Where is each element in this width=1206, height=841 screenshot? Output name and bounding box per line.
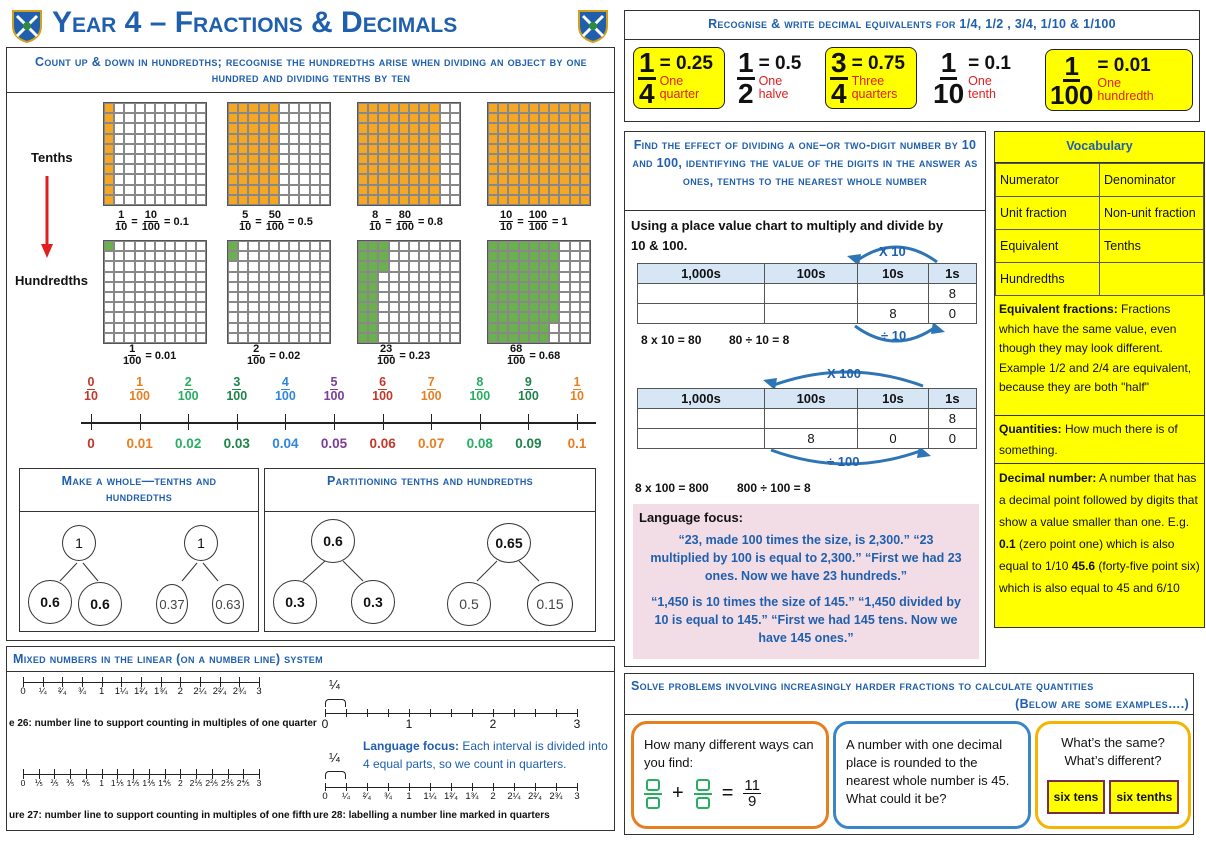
line-label: 1 xyxy=(406,791,412,802)
tenths-equation: $\frac{8}{10}$ = $\frac{80}{100}$ = 0.8 xyxy=(369,209,443,233)
line-label: 1¼ xyxy=(114,686,128,697)
equivalent-value: = 0.25 xyxy=(659,52,713,74)
line-tick xyxy=(346,709,347,717)
line-label: 2⅖ xyxy=(205,778,219,788)
equivalents-heading: Recognise & write decimal equivalents for 1/4, 1/2 , 3/4, 1/10 & 1/100 xyxy=(708,17,1116,31)
tenths-equation: $\frac{1}{10}$ = $\frac{10}{100}$ = 0.1 xyxy=(115,209,189,233)
tenths-equation: $\frac{10}{10}$ = $\frac{100}{100}$ = 1 xyxy=(500,209,568,233)
line-tick xyxy=(556,783,557,791)
line-label: 2 xyxy=(177,686,183,697)
number-line-tick xyxy=(140,414,141,430)
line-tick xyxy=(514,783,515,791)
pv-header: 10s xyxy=(858,264,929,284)
vocabulary-table xyxy=(995,163,1204,296)
equivalent-item xyxy=(929,47,1023,109)
line-tick xyxy=(430,709,431,717)
tenths-grid xyxy=(103,102,207,206)
line-label: 0 xyxy=(20,778,26,788)
tenths-grid xyxy=(487,102,591,206)
line-tick xyxy=(577,783,578,791)
eq2b: 800 ÷ 100 = 8 xyxy=(737,481,811,495)
vocabulary-heading: Vocabulary xyxy=(995,132,1204,163)
equivalent-word: Three xyxy=(851,73,885,88)
vocab-term: Equivalent xyxy=(996,230,1100,263)
down-arrow-icon xyxy=(41,176,53,265)
pv-header: 100s xyxy=(764,389,857,409)
number-line-decimal: 0.02 xyxy=(175,436,202,451)
equivalent-word: One xyxy=(659,73,684,88)
line-label: ⅘ xyxy=(81,778,91,788)
plus-sign: + xyxy=(672,782,684,804)
equivalent-fraction: $\frac{1}{10}$ xyxy=(933,46,965,109)
vocab-term: Tenths xyxy=(1100,230,1204,263)
partition-section xyxy=(264,468,596,632)
line-tick xyxy=(430,783,431,791)
line-tick xyxy=(325,709,326,717)
pv-cell xyxy=(764,409,857,429)
line-label: 2⅘ xyxy=(236,778,250,788)
number-line-fraction: $\frac{2}{100}$ xyxy=(177,375,199,403)
line-tick xyxy=(493,783,494,791)
line-tick xyxy=(367,709,368,717)
vocab-equivalent: Equivalent fractions: Fractions which have the same value, even though they may look different. Example 1/2 and 2/4 are equivalent, because they are both "half" xyxy=(995,296,1204,416)
line-tick xyxy=(451,783,452,791)
line-tick xyxy=(346,783,347,791)
problem-card-3 xyxy=(1035,721,1191,829)
number-line-decimal: 0 xyxy=(87,436,95,451)
vocabulary-section xyxy=(994,131,1205,628)
line-axis xyxy=(23,774,259,775)
vocab-term xyxy=(1100,263,1204,296)
fifths-caption: ure 27: number line to support counting in multiples of one fifth xyxy=(9,810,312,821)
line-tick xyxy=(493,709,494,717)
vocab-decimal: Decimal number: A number that has a decimal point followed by digits that show a value smaller than one. E.g. 0.1 (zero point one) which is also equal to 1/10 45.6 (forty-five point six) which is also equal to 45 and 6/10 xyxy=(999,471,1200,595)
pv-header: 100s xyxy=(764,264,857,284)
line-label: 0 xyxy=(321,717,329,731)
line-tick xyxy=(472,709,473,717)
line-label: 2⅗ xyxy=(221,778,235,788)
equivalent-fraction: $\frac{1}{2}$ xyxy=(738,46,754,109)
number-line-decimal: 0.06 xyxy=(369,436,396,451)
pv-header: 1,000s xyxy=(638,264,765,284)
problems-section xyxy=(624,673,1194,835)
equivalent-item xyxy=(733,47,817,109)
line-label: 1⅗ xyxy=(142,778,156,788)
number-line-tick xyxy=(91,414,92,430)
line-label: 0 xyxy=(322,791,328,802)
whole-tree2-left: 0.37 xyxy=(156,584,188,624)
number-line-fraction: $\frac{9}{100}$ xyxy=(517,375,539,403)
number-line-tick xyxy=(383,414,384,430)
dividing-intro: Using a place value chart to multiply and divide by 10 & 100. xyxy=(631,218,944,253)
tenths-grid xyxy=(357,102,461,206)
page-title: Year 4 – Fractions & Decimals xyxy=(52,6,458,39)
mixed-section xyxy=(6,646,615,831)
mixed-language-focus xyxy=(363,737,609,773)
pv-cell: 8 xyxy=(764,429,857,449)
partition-tree1-top: 0.6 xyxy=(311,519,355,563)
line-label: ¼ xyxy=(38,686,47,697)
line-label: 2 xyxy=(489,717,497,731)
div100-label: ÷ 100 xyxy=(827,454,860,469)
hundredths-equation: $\frac{68}{100}$ = 0.68 xyxy=(507,343,561,367)
div10-label: ÷ 10 xyxy=(881,328,907,343)
place-value-table-1 xyxy=(637,263,977,324)
card1-text: How many different ways can you find: xyxy=(644,737,814,770)
vocab-term: Unit fraction xyxy=(996,197,1100,230)
pv-cell xyxy=(638,429,765,449)
line-tick xyxy=(514,709,515,717)
number-line-fraction: $\frac{5}{100}$ xyxy=(323,375,345,403)
partition-tree2-left: 0.5 xyxy=(447,582,491,626)
hundredths-equation: $\frac{23}{100}$ = 0.23 xyxy=(377,343,431,367)
problems-subheading: (Below are some examples….) xyxy=(1015,697,1189,711)
vocab-quantities: Quantities: How much there is of something. xyxy=(995,416,1204,464)
count-heading: Count up & down in hundredths; recognise the hundredths arise when dividing an object by one hundred and dividing tenths by ten xyxy=(35,55,587,85)
tenths-equation: $\frac{5}{10}$ = $\frac{50}{100}$ = 0.5 xyxy=(239,209,313,233)
line-label: 1¾ xyxy=(465,791,479,802)
partition-tree2-right: 0.15 xyxy=(527,582,573,626)
mixed-heading: Mixed numbers in the linear (on a number line) system xyxy=(13,652,323,666)
line-tick xyxy=(409,783,410,791)
pv-header: 1s xyxy=(928,264,976,284)
pv-cell: 0 xyxy=(858,429,929,449)
line-tick xyxy=(367,783,368,791)
logo-right-icon xyxy=(576,8,610,44)
tenths-label: Tenths xyxy=(31,150,73,165)
hundredths-grid xyxy=(103,240,207,344)
interval-label-top: ¼ xyxy=(329,677,340,692)
bottom-caption: ure 28: labelling a number line marked in quarters xyxy=(313,810,550,821)
number-line-fraction: $\frac{8}{100}$ xyxy=(469,375,491,403)
equivalent-item xyxy=(825,47,917,109)
line-label: 1⅘ xyxy=(158,778,172,788)
pv-header: 10s xyxy=(858,389,929,409)
number-line-decimal: 0.09 xyxy=(515,436,542,451)
equivalent-word: quarter xyxy=(659,87,700,102)
equivalent-word: halve xyxy=(758,87,789,102)
line-label: ⅕ xyxy=(34,778,43,788)
hundredths-equation: $\frac{2}{100}$ = 0.02 xyxy=(247,343,301,367)
interval-bracket xyxy=(325,771,346,779)
line-label: 2¾ xyxy=(232,686,246,697)
card3-line1: What’s the same? xyxy=(1061,735,1165,750)
tenths-grid xyxy=(227,102,331,206)
pv-cell xyxy=(764,304,857,324)
eq1a: 8 x 10 = 80 xyxy=(641,333,702,347)
number-line-decimal: 0.04 xyxy=(272,436,299,451)
number-line-fraction: $\frac{1}{100}$ xyxy=(129,375,151,403)
equivalent-word: One xyxy=(1097,75,1122,90)
line-tick xyxy=(577,709,578,717)
hundredths-label: Hundredths xyxy=(15,273,88,288)
line-label: 2¼ xyxy=(193,686,207,697)
blank-fraction-1 xyxy=(644,779,662,809)
dividing-section xyxy=(624,131,986,667)
pv-cell: 0 xyxy=(928,429,976,449)
line-label: ⅖ xyxy=(50,778,59,788)
line-label: 2²⁄₄ xyxy=(212,686,227,697)
interval-label-bottom: ¼ xyxy=(329,750,340,765)
number-line-fraction: $\frac{7}{100}$ xyxy=(420,375,442,403)
number-line-fraction: $\frac{3}{100}$ xyxy=(226,375,248,403)
line-label: 1²⁄₄ xyxy=(444,791,458,802)
line-label: 3 xyxy=(574,791,580,802)
number-line-decimal: 0.08 xyxy=(466,436,493,451)
number-line xyxy=(81,422,596,424)
equivalent-value: = 0.01 xyxy=(1097,54,1151,76)
problem-card-2 xyxy=(833,721,1031,829)
equivalent-value: = 0.75 xyxy=(851,52,905,74)
line-label: 2⅕ xyxy=(189,778,203,788)
card1-equation xyxy=(644,778,816,809)
problems-heading: Solve problems involving increasingly harder fractions to calculate quantities xyxy=(631,679,1094,693)
line-tick xyxy=(409,709,410,717)
number-line-tick xyxy=(188,414,189,430)
line-label: 2¾ xyxy=(549,791,563,802)
line-label: 1⅕ xyxy=(110,778,124,788)
vocab-term: Hundredths xyxy=(996,263,1100,296)
hundredths-grid xyxy=(357,240,461,344)
tag-six-tens: six tens xyxy=(1047,780,1106,814)
number-line-decimal: 0.05 xyxy=(320,436,348,451)
line-label: 1 xyxy=(99,686,105,697)
whole-tree2-top: 1 xyxy=(184,525,218,561)
pv-header: 1s xyxy=(928,389,976,409)
equivalent-item xyxy=(1045,49,1193,111)
line-label: ²⁄₄ xyxy=(58,686,67,697)
line-tick xyxy=(325,783,326,791)
line-tick xyxy=(388,783,389,791)
line-label: ¾ xyxy=(78,686,86,697)
problem-card-1 xyxy=(631,721,829,829)
line-label: 2¼ xyxy=(507,791,521,802)
pv-cell: 8 xyxy=(858,304,929,324)
number-line-tick xyxy=(528,414,529,430)
line-label: 3 xyxy=(256,686,262,697)
focus-quote-2: “1,450 is 10 times the size of 145.” “1,450 divided by 10 is equal to 145.” “First we had 145 tens. Now we have 145 ones.” xyxy=(651,595,961,645)
pv-cell xyxy=(858,409,929,429)
number-line-tick xyxy=(480,414,481,430)
line-label: 1¾ xyxy=(154,686,168,697)
line-label: 2 xyxy=(490,791,496,802)
whole-tree1-right: 0.6 xyxy=(78,582,122,626)
quarters-caption: e 26: number line to support counting in multiples of one quarter xyxy=(9,718,317,729)
vocab-term: Numerator xyxy=(996,164,1100,197)
line-label: 1 xyxy=(405,717,413,731)
eq1b: 80 ÷ 10 = 8 xyxy=(729,333,790,347)
equivalent-word: One xyxy=(968,73,992,88)
line-label: 3 xyxy=(573,717,581,731)
place-value-table-2 xyxy=(637,388,977,449)
number-line-decimal: 0.07 xyxy=(418,436,445,451)
line-tick xyxy=(472,783,473,791)
partition-tree2-top: 0.65 xyxy=(487,523,531,563)
line-label: 2²⁄₄ xyxy=(528,791,542,802)
blank-fraction-2 xyxy=(694,779,712,809)
line-label: 2 xyxy=(177,778,183,788)
number-line-fraction: $\frac{6}{100}$ xyxy=(372,375,394,403)
x10-label: X 10 xyxy=(879,244,906,259)
line-label: 3 xyxy=(256,778,262,788)
line-tick xyxy=(556,709,557,717)
equivalent-word: quarters xyxy=(851,87,898,102)
whole-tree1-left: 0.6 xyxy=(28,580,72,624)
number-line-tick xyxy=(431,414,432,430)
equivalent-value: = 0.5 xyxy=(758,52,802,74)
line-label: 1 xyxy=(99,778,105,788)
pv-cell: 0 xyxy=(928,304,976,324)
number-line-fraction: $\frac{1}{10}$ xyxy=(570,375,584,403)
equivalent-word: tenth xyxy=(968,87,996,102)
equivalents-section xyxy=(624,10,1200,122)
pv-cell xyxy=(638,304,765,324)
count-section xyxy=(6,47,615,641)
number-line-tick xyxy=(285,414,286,430)
equivalent-item xyxy=(633,47,725,109)
equals-sign: = xyxy=(721,782,734,804)
number-line-decimal: 0.03 xyxy=(223,436,250,451)
pv-cell xyxy=(638,409,765,429)
whole-heading: Make a whole—tenths and hundredths xyxy=(61,474,217,504)
equivalent-fraction: $\frac{1}{100}$ xyxy=(1050,50,1094,110)
number-line-decimal: 0.1 xyxy=(567,436,587,451)
partition-heading: Partitioning tenths and hundredths xyxy=(327,474,533,488)
line-label: 1⅖ xyxy=(126,778,140,788)
focus-quote-1: “23, made 100 times the size, is 2,300.” “23 multiplied by 100 is equal to 2,300.” “First we had 23 ones. Now we have 23 hundreds.” xyxy=(650,533,962,583)
number-line-decimal: 0.01 xyxy=(126,436,153,451)
pv-header: 1,000s xyxy=(638,389,765,409)
line-label: 0 xyxy=(20,686,26,697)
pv-cell xyxy=(858,284,929,304)
hundredths-grid xyxy=(487,240,591,344)
card2-text: A number with one decimal place is rounded to the nearest whole number is 45. What could it be? xyxy=(846,737,1010,806)
card3-line2: What’s different? xyxy=(1064,753,1162,768)
mixed-focus-text: Each interval is divided into 4 equal parts, so we count in quarters. xyxy=(363,739,608,771)
number-line-fraction: $\frac{4}{100}$ xyxy=(274,375,296,403)
pv-cell: 8 xyxy=(928,284,976,304)
tag-six-tenths: six tenths xyxy=(1109,780,1179,814)
pv-cell xyxy=(764,284,857,304)
vocab-term: Non-unit fraction xyxy=(1100,197,1204,230)
line-label: 1²⁄₄ xyxy=(134,686,148,697)
equivalent-fraction: $\frac{1}{4}$ xyxy=(639,46,655,109)
line-label: 1¼ xyxy=(423,791,437,802)
number-line-tick xyxy=(577,414,578,430)
equivalent-word: hundredth xyxy=(1097,89,1154,104)
interval-bracket xyxy=(325,699,346,707)
line-tick xyxy=(451,709,452,717)
number-line-fraction: $\frac{0}{10}$ xyxy=(84,375,98,403)
line-tick xyxy=(535,783,536,791)
dividing-heading: Find the effect of dividing a one–or two-digit number by 10 and 100, identifying the value of the digits in the answer as ones, tenths to the nearest whole number xyxy=(632,138,978,188)
hundredths-equation: $\frac{1}{100}$ = 0.01 xyxy=(123,343,177,367)
x100-label: X 100 xyxy=(827,366,861,381)
equivalent-fraction: $\frac{3}{4}$ xyxy=(831,46,847,109)
line-tick xyxy=(535,709,536,717)
number-line-tick xyxy=(334,414,335,430)
line-label: ⅗ xyxy=(66,778,75,788)
pv-cell xyxy=(638,284,765,304)
line-label: ¾ xyxy=(384,791,392,802)
line-label: ²⁄₄ xyxy=(362,791,372,802)
line-tick xyxy=(388,709,389,717)
number-line-tick xyxy=(237,414,238,430)
whole-tree2-right: 0.63 xyxy=(212,584,244,624)
line-label: ¼ xyxy=(342,791,350,802)
partition-tree1-right: 0.3 xyxy=(351,580,395,624)
result-fraction: $\frac{11}{9}$ xyxy=(744,777,760,810)
focus-label: Language focus: xyxy=(639,510,744,525)
hundredths-grid xyxy=(227,240,331,344)
eq2a: 8 x 100 = 800 xyxy=(635,481,709,495)
equivalent-word: One xyxy=(758,73,783,88)
logo-left-icon xyxy=(10,8,44,44)
partition-tree1-left: 0.3 xyxy=(273,580,317,624)
whole-tree1-top: 1 xyxy=(62,525,96,561)
pv-cell: 8 xyxy=(928,409,976,429)
mixed-focus-label: Language focus: xyxy=(363,739,460,753)
equivalent-value: = 0.1 xyxy=(968,52,1011,74)
vocab-term: Denominator xyxy=(1100,164,1204,197)
whole-section xyxy=(19,468,259,632)
dividing-language-focus xyxy=(633,504,979,659)
